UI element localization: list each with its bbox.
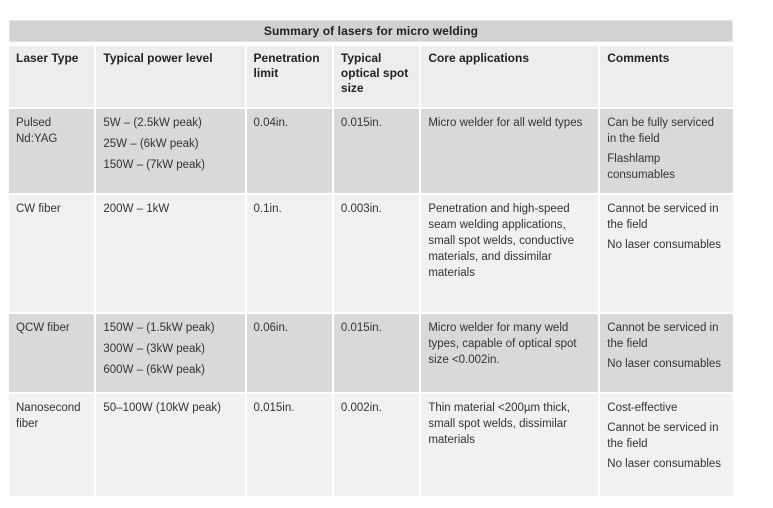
- power-value: 150W – (1.5kW peak): [103, 322, 215, 334]
- comment-text: Cannot be serviced in the field: [607, 422, 719, 450]
- cell-laser-type: QCW fiber: [9, 314, 94, 392]
- comment-text: No laser consumables: [607, 239, 722, 251]
- cell-penetration: 0.04in.: [247, 109, 332, 193]
- header-spot-size: Typical optical spot size: [334, 46, 419, 107]
- cell-applications: Micro welder for all weld types: [421, 109, 598, 193]
- laser-summary-table: [7, 44, 735, 498]
- cell-penetration: 0.06in.: [247, 314, 332, 392]
- comment-text: Can be fully serviced in the field: [607, 117, 715, 145]
- table-title: Summary of lasers for micro welding: [9, 20, 733, 42]
- power-value: 5W – (2.5kW peak): [103, 117, 202, 129]
- cell-power: [96, 394, 244, 496]
- comment-text: Cannot be serviced in the field: [607, 203, 719, 231]
- cell-spot-size: 0.015in.: [334, 109, 419, 193]
- header-row: [9, 46, 733, 107]
- cell-power: [96, 314, 244, 392]
- comment-text: Flashlamp consumables: [607, 153, 676, 181]
- comment-text: Cost-effective: [607, 402, 678, 414]
- header-comments: Comments: [600, 46, 733, 107]
- header-applications: Core applications: [421, 46, 598, 107]
- laser-summary-table-container: [9, 20, 733, 498]
- table-row: [9, 195, 733, 312]
- table-row: [9, 394, 733, 496]
- comment-text: No laser consumables: [607, 358, 722, 370]
- cell-laser-type: CW fiber: [9, 195, 94, 312]
- cell-comments: [600, 394, 733, 496]
- power-value: 150W – (7kW peak): [103, 159, 206, 171]
- header-penetration: Penetration limit: [247, 46, 332, 107]
- comment-text: Cannot be serviced in the field: [607, 322, 719, 350]
- power-value: 200W – 1kW: [103, 203, 170, 215]
- cell-comments: [600, 109, 733, 193]
- table-row: [9, 109, 733, 193]
- cell-applications: Thin material <200µm thick, small spot welds, dissimilar materials: [421, 394, 598, 496]
- cell-laser-type: Nanosecond fiber: [9, 394, 94, 496]
- cell-spot-size: 0.003in.: [334, 195, 419, 312]
- power-value: 25W – (6kW peak): [103, 138, 199, 150]
- cell-penetration: 0.1in.: [247, 195, 332, 312]
- header-laser-type: Laser Type: [9, 46, 94, 107]
- cell-power: [96, 109, 244, 193]
- power-value: 600W – (6kW peak): [103, 364, 206, 376]
- power-value: 50–100W (10kW peak): [103, 402, 222, 414]
- cell-comments: [600, 314, 733, 392]
- comment-text: No laser consumables: [607, 458, 722, 470]
- cell-applications: Penetration and high-speed seam welding applications, small spot welds, conductive materials, and dissimilar materials: [421, 195, 598, 312]
- cell-laser-type: Pulsed Nd:YAG: [9, 109, 94, 193]
- cell-power: [96, 195, 244, 312]
- cell-comments: [600, 195, 733, 312]
- header-power: Typical power level: [96, 46, 244, 107]
- power-value: 300W – (3kW peak): [103, 343, 206, 355]
- table-row: [9, 314, 733, 392]
- cell-spot-size: 0.002in.: [334, 394, 419, 496]
- cell-penetration: 0.015in.: [247, 394, 332, 496]
- cell-spot-size: 0.015in.: [334, 314, 419, 392]
- cell-applications: Micro welder for many weld types, capable of optical spot size <0.002in.: [421, 314, 598, 392]
